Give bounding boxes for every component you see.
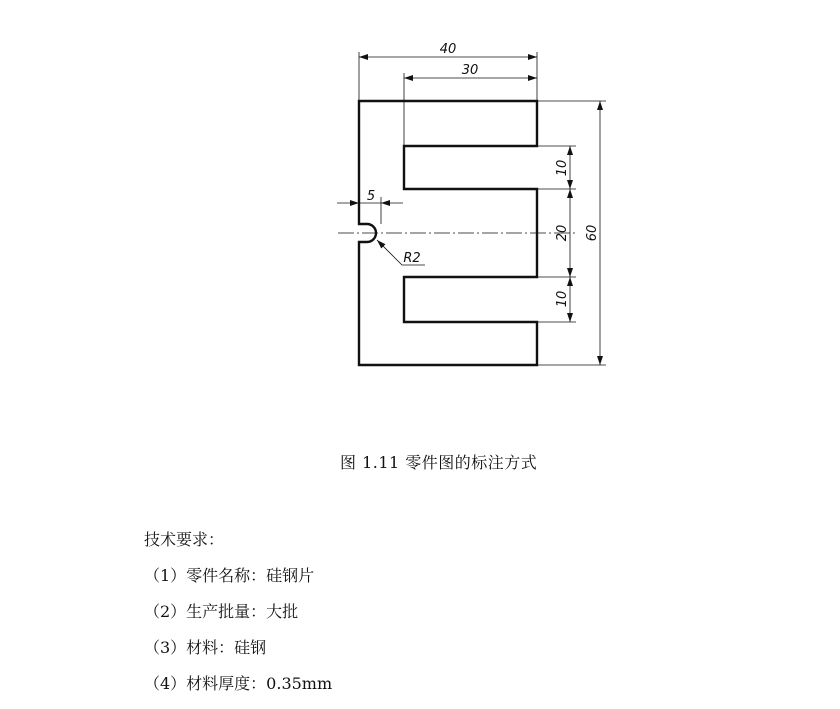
dim-text-10-upper: 10 — [555, 159, 570, 177]
dimension-lines — [337, 57, 600, 365]
requirement-item-material: （3）材料：硅钢 — [144, 638, 267, 657]
dim-text-5: 5 — [366, 189, 376, 204]
requirement-item-thickness: （4）材料厚度：0.35mm — [144, 674, 333, 693]
dim-text-40: 40 — [439, 42, 457, 57]
dim-text-r2: R2 — [403, 251, 421, 266]
dim-text-30: 30 — [461, 63, 479, 78]
dim-text-20: 20 — [555, 224, 570, 242]
requirement-item-batch: （2）生产批量：大批 — [144, 602, 299, 621]
technical-requirements — [144, 522, 332, 702]
figure-caption: 图 1.11 零件图的标注方式 — [340, 453, 538, 472]
requirement-item-part-name: （1）零件名称：硅钢片 — [144, 566, 315, 585]
extension-lines — [359, 52, 606, 365]
dim-text-10-lower: 10 — [555, 290, 570, 308]
dim-text-60: 60 — [585, 224, 600, 242]
requirements-heading: 技术要求： — [144, 530, 225, 549]
